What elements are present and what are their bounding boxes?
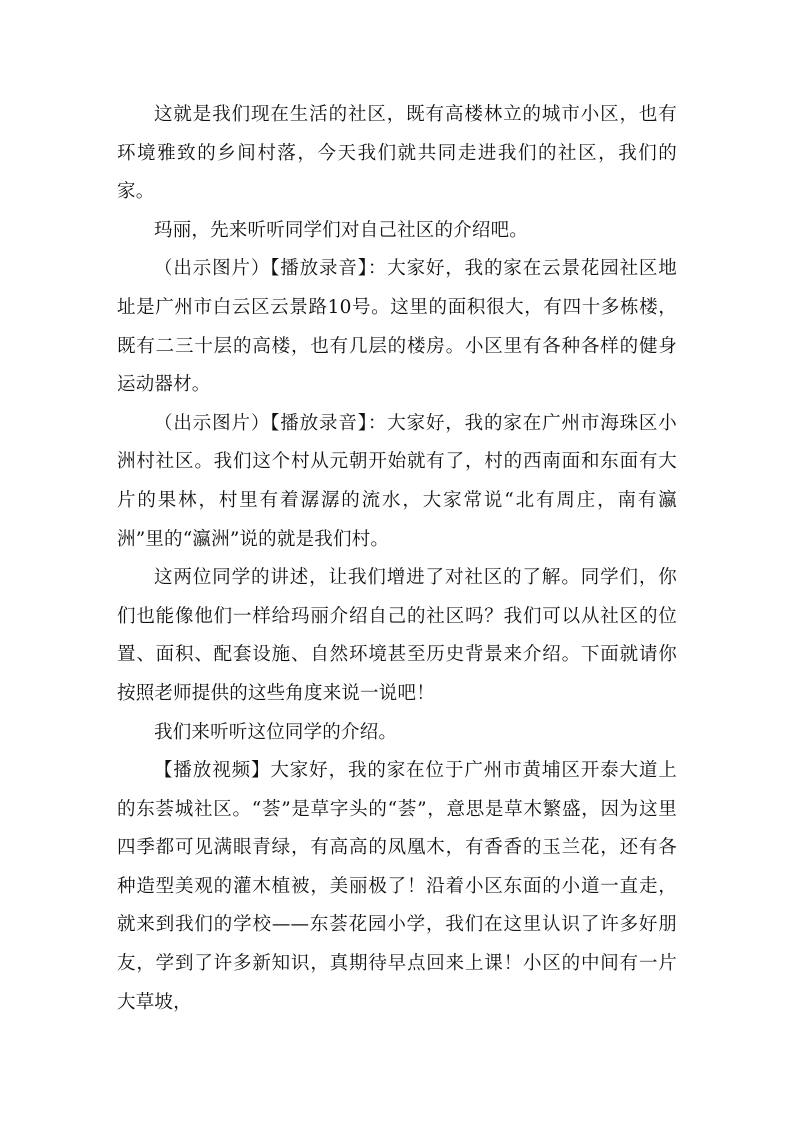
paragraph-prompt: 玛丽，先来听听同学们对自己社区的介绍吧。 [154,219,529,241]
paragraph-video-donghui: 【播放视频】大家好，我的家在位于广州市黄埔区开泰大道上的东荟城社区。“荟”是草字头的“荟”，意思是草木繁盛，因为这里四季都可见满眼青绿，有高高的凤凰木，有香香的玉兰花，还有各种造型美观的灌木植被，美丽极了！沿着小区东面的小道一直走，就来到我们的学校——东荟花园小学，我们在这里认识了许多好朋友，学到了许多新知识，真期待早点回来上课！小区的中间有一片大草坡， [117,760,677,1013]
paragraph-recording-yunjing: （出示图片）【播放录音】：大家好，我的家在云景花园社区地址是广州市白云区云景路10号。这里的面积很大，有四十多栋楼，既有二三十层的高楼，也有几层的楼房。小区里有各种各样的健身运动器材。 [117,258,677,396]
paragraph-intro: 这就是我们现在生活的社区，既有高楼林立的城市小区，也有环境雅致的乡间村落，今天我们就共同走进我们的社区，我们的家。 [117,104,677,203]
paragraph-recording-xiaozhou: （出示图片）【播放录音】：大家好，我的家在广州市海珠区小洲村社区。我们这个村从元朝开始就有了，村的西南面和东面有大片的果林，村里有着潺潺的流水，大家常说“北有周庄，南有瀛洲”里的“瀛洲”说的就是我们村。 [117,412,677,550]
paragraph-discussion: 这两位同学的讲述，让我们增进了对社区的了解。同学们，你们也能像他们一样给玛丽介绍自己的社区吗？我们可以从社区的位置、面积、配套设施、自然环境甚至历史背景来介绍。下面就请你按照老师提供的这些角度来说一说吧！ [117,567,677,704]
document-body [117,96,677,1022]
paragraph-listen: 我们来听听这位同学的介绍。 [154,721,398,743]
